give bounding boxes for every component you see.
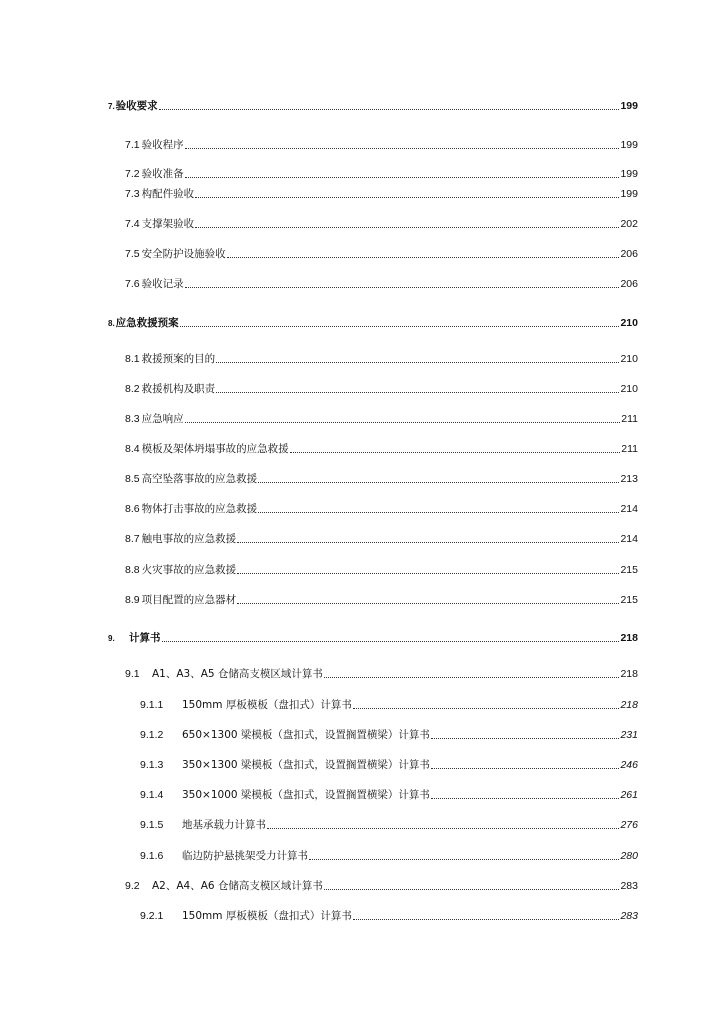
toc-page-number: 246 xyxy=(620,759,638,771)
dot-leader xyxy=(324,889,620,890)
dot-leader xyxy=(159,109,620,110)
toc-page-number: 211 xyxy=(621,443,638,455)
toc-page-number: 214 xyxy=(620,503,638,515)
toc-entry-8-3[interactable] xyxy=(125,410,638,426)
toc-title: 应急响应 xyxy=(141,413,184,425)
dot-leader xyxy=(195,227,619,228)
toc-entry-8-2[interactable] xyxy=(125,380,638,396)
toc-title: 项目配置的应急器材 xyxy=(141,594,237,606)
toc-number: 8.8 xyxy=(125,564,140,576)
dot-leader xyxy=(237,573,619,574)
toc-page-number: 283 xyxy=(620,910,638,922)
toc-entry-9-1[interactable] xyxy=(125,665,638,681)
dot-leader xyxy=(258,482,619,483)
toc-page-number: 210 xyxy=(620,383,638,395)
toc-entry-chapter-9[interactable] xyxy=(108,629,638,645)
toc-page-number: 215 xyxy=(620,594,638,606)
dot-leader xyxy=(353,919,620,920)
dot-leader xyxy=(237,603,619,604)
toc-number: 9.2 xyxy=(125,880,140,892)
toc-entry-9-1-2[interactable] xyxy=(140,726,638,742)
toc-number: 8.2 xyxy=(125,383,140,395)
toc-number: 7.2 xyxy=(125,168,140,180)
toc-title: 650×1300 梁模板（盘扣式，设置搁置横梁）计算书 xyxy=(182,729,430,741)
toc-page-number: 218 xyxy=(620,699,638,711)
toc-page-number: 280 xyxy=(620,850,638,862)
toc-page-number: 261 xyxy=(620,789,638,801)
toc-number: 9.1.1 xyxy=(140,699,164,711)
toc-page-number: 199 xyxy=(620,100,638,112)
dot-leader xyxy=(309,859,619,860)
toc-title: 应急救援预案 xyxy=(115,317,179,329)
toc-title: 地基承载力计算书 xyxy=(182,819,266,831)
toc-entry-7-5[interactable] xyxy=(125,245,638,261)
toc-entry-7-3[interactable] xyxy=(125,185,638,201)
toc-title: 触电事故的应急救援 xyxy=(141,533,237,545)
toc-number: 8.4 xyxy=(125,443,140,455)
toc-number: 8.6 xyxy=(125,503,140,515)
toc-page-number: 211 xyxy=(621,413,638,425)
toc-entry-8-6[interactable] xyxy=(125,500,638,516)
toc-title: A2、A4、A6 仓储高支模区域计算书 xyxy=(152,880,323,892)
toc-entry-7-1[interactable] xyxy=(125,136,638,152)
toc-entry-chapter-8[interactable] xyxy=(108,314,638,330)
toc-page-number: 206 xyxy=(620,248,638,260)
toc-title: 350×1000 梁模板（盘扣式，设置搁置横梁）计算书 xyxy=(182,789,430,801)
toc-entry-chapter-7[interactable] xyxy=(108,97,638,113)
toc-number: 9.1.5 xyxy=(140,819,164,831)
toc-title: 计算书 xyxy=(129,632,161,644)
toc-title: 安全防护设施验收 xyxy=(141,248,226,260)
toc-entry-8-7[interactable] xyxy=(125,530,638,546)
toc-number: 9. xyxy=(108,634,115,643)
dot-leader xyxy=(353,708,620,709)
toc-page-number: 231 xyxy=(620,729,638,741)
dot-leader xyxy=(431,738,620,739)
toc-number: 8.5 xyxy=(125,473,140,485)
toc-title: 物体打击事故的应急救援 xyxy=(141,503,258,515)
toc-title: 验收记录 xyxy=(141,278,184,290)
toc-page-number: 215 xyxy=(620,564,638,576)
dot-leader xyxy=(185,148,620,149)
toc-page-number: 213 xyxy=(620,473,638,485)
toc-number: 9.1 xyxy=(125,668,140,680)
dot-leader xyxy=(162,641,620,642)
toc-entry-9-2[interactable] xyxy=(125,877,638,893)
toc-title: A1、A3、A5 仓储高支模区域计算书 xyxy=(152,668,323,680)
toc-number: 8.9 xyxy=(125,594,140,606)
toc-title: 350×1300 梁模板（盘扣式，设置搁置横梁）计算书 xyxy=(182,759,430,771)
toc-title: 救援预案的目的 xyxy=(141,353,216,365)
toc-entry-8-8[interactable] xyxy=(125,561,638,577)
toc-page-number: 210 xyxy=(620,353,638,365)
toc-title: 构配件验收 xyxy=(141,188,195,200)
toc-page-number: 206 xyxy=(620,278,638,290)
dot-leader xyxy=(185,287,620,288)
toc-title: 验收准备 xyxy=(141,168,184,180)
dot-leader xyxy=(216,392,619,393)
toc-page-number: 210 xyxy=(620,317,638,329)
toc-page-number: 199 xyxy=(620,168,638,180)
toc-number: 7.4 xyxy=(125,218,140,230)
toc-title: 高空坠落事故的应急救援 xyxy=(141,473,258,485)
dot-leader xyxy=(195,197,619,198)
dot-leader xyxy=(431,798,620,799)
toc-page-number: 199 xyxy=(620,188,638,200)
toc-entry-8-5[interactable] xyxy=(125,470,638,486)
toc-title: 支撑架验收 xyxy=(141,218,195,230)
toc-entry-8-1[interactable] xyxy=(125,350,638,366)
dot-leader xyxy=(216,362,619,363)
toc-number: 7.3 xyxy=(125,188,140,200)
toc-entry-9-1-5[interactable] xyxy=(140,816,638,832)
toc-number: 9.1.2 xyxy=(140,729,164,741)
toc-entry-9-1-4[interactable] xyxy=(140,786,638,802)
toc-number: 8.1 xyxy=(125,353,140,365)
toc-entry-9-1-1[interactable] xyxy=(140,696,638,712)
toc-entry-7-2[interactable] xyxy=(125,165,638,181)
toc-title: 临边防护悬挑架受力计算书 xyxy=(182,850,308,862)
toc-page-number: 276 xyxy=(620,819,638,831)
dot-leader xyxy=(324,677,620,678)
toc-entry-7-6[interactable] xyxy=(125,275,638,291)
toc-page-number: 218 xyxy=(620,668,638,680)
toc-title: 验收要求 xyxy=(115,100,158,112)
toc-title: 火灾事故的应急救援 xyxy=(141,564,237,576)
dot-leader xyxy=(185,177,620,178)
toc-number: 8.3 xyxy=(125,413,140,425)
toc-page-number: 199 xyxy=(620,139,638,151)
toc-number: 7.1 xyxy=(125,139,140,151)
toc-number: 7. xyxy=(108,102,115,111)
dot-leader xyxy=(290,452,621,453)
toc-entry-9-1-3[interactable] xyxy=(140,756,638,772)
toc-number: 9.1.3 xyxy=(140,759,164,771)
toc-entry-8-9[interactable] xyxy=(125,591,638,607)
toc-number: 8.7 xyxy=(125,533,140,545)
toc-page-number: 214 xyxy=(620,533,638,545)
dot-leader xyxy=(267,828,619,829)
toc-number: 9.1.6 xyxy=(140,850,164,862)
toc-number: 9.2.1 xyxy=(140,910,164,922)
toc-title: 救援机构及职责 xyxy=(141,383,216,395)
toc-number: 8. xyxy=(108,319,115,328)
dot-leader xyxy=(180,326,620,327)
toc-title: 150mm 厚板模板（盘扣式）计算书 xyxy=(182,699,352,711)
dot-leader xyxy=(258,512,619,513)
toc-title: 模板及架体坍塌事故的应急救援 xyxy=(141,443,289,455)
dot-leader xyxy=(431,768,620,769)
dot-leader xyxy=(185,422,621,423)
toc-title: 150mm 厚板模板（盘扣式）计算书 xyxy=(182,910,352,922)
toc-entry-7-4[interactable] xyxy=(125,215,638,231)
toc-number: 7.5 xyxy=(125,248,140,260)
toc-page-number: 202 xyxy=(620,218,638,230)
toc-entry-9-1-6[interactable] xyxy=(140,847,638,863)
toc-entry-9-2-1[interactable] xyxy=(140,907,638,923)
toc-number: 9.1.4 xyxy=(140,789,164,801)
dot-leader xyxy=(227,257,620,258)
toc-page-number: 218 xyxy=(620,632,638,644)
toc-number: 7.6 xyxy=(125,278,140,290)
toc-title: 验收程序 xyxy=(141,139,184,151)
dot-leader xyxy=(237,542,619,543)
toc-page-number: 283 xyxy=(620,880,638,892)
toc-entry-8-4[interactable] xyxy=(125,440,638,456)
